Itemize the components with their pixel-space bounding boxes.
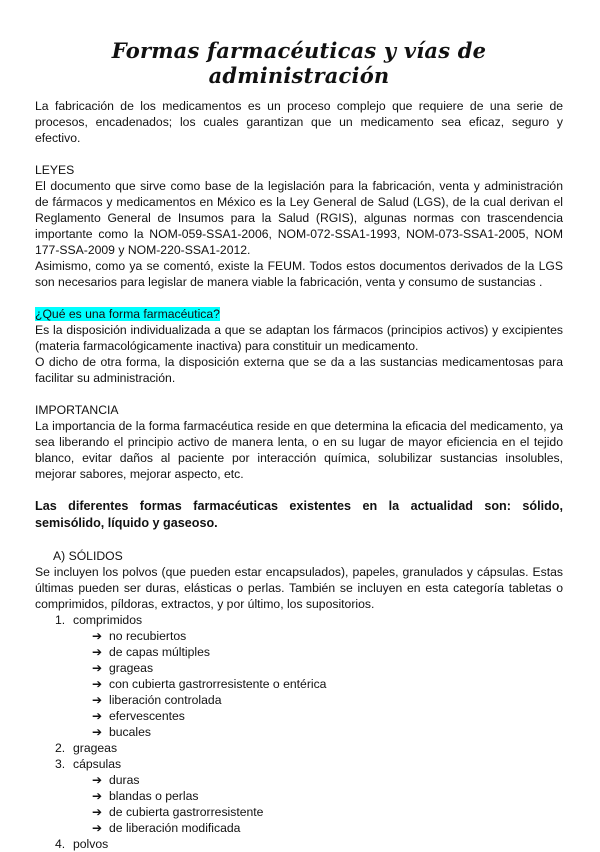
- leyes-heading: LEYES: [35, 163, 75, 177]
- sub-list-item: [35, 788, 563, 804]
- sub-list-item: [35, 692, 563, 708]
- importancia-paragraph: La importancia de la forma farmacéutica reside en que determina la eficacia del medicamento, ya sea liberando el principio activo de manera lenta, o en su lugar de mayor eficiencia en el tejido blanco, evitar daños al paciente por interacción química, solubilizar sustancias insolubles, mejorar sabores, mejorar aspecto, etc.: [35, 419, 563, 481]
- list-item-label: grageas: [73, 741, 118, 755]
- arrow-icon: ➔: [92, 661, 103, 675]
- intro-paragraph: La fabricación de los medicamentos es un proceso complejo que requiere de una serie de procesos, encadenados; los cuales garantizan que un medicamento sea eficaz, seguro y efectivo.: [35, 99, 563, 145]
- sub-list-item-label: de cubierta gastrorresistente: [109, 805, 264, 819]
- arrow-icon: ➔: [92, 805, 103, 819]
- arrow-icon: ➔: [92, 709, 103, 723]
- highlighted-question: ¿Qué es una forma farmacéutica?: [35, 307, 220, 321]
- list-item: [35, 740, 563, 756]
- sub-list-item: [35, 724, 563, 740]
- list-number: 1.: [55, 613, 66, 627]
- sub-list-item-label: liberación controlada: [109, 693, 222, 707]
- arrow-icon: ➔: [92, 693, 103, 707]
- bold-statement: Las diferentes formas farmacéuticas existentes en la actualidad son: sólido, semisólido, líquido y gaseoso.: [35, 499, 563, 530]
- list-item: [35, 836, 563, 852]
- list-item-label: polvos: [73, 837, 109, 851]
- importancia-heading: IMPORTANCIA: [35, 403, 119, 417]
- solidos-paragraph: Se incluyen los polvos (que pueden estar encapsulados), papeles, granulados y cápsulas. Estas últimas pueden ser duras, elásticas o perlas. También se incluyen en esta categoría tabletas o comprimidos, píldoras, extractos, y por último, los supositorios.: [35, 565, 563, 611]
- sub-list-item-label: duras: [109, 773, 140, 787]
- solidos-heading: A) SÓLIDOS: [53, 549, 123, 563]
- list-item-label: cápsulas: [73, 757, 122, 771]
- document-page: [35, 38, 563, 852]
- sub-list-item: [35, 644, 563, 660]
- leyes-paragraph-2: Asimismo, como ya se comentó, existe la FEUM. Todos estos documentos derivados de la LGS son necesarios para legislar de manera viable la fabricación, venta y consumo de sustancias .: [35, 259, 563, 289]
- sub-list-item: [35, 676, 563, 692]
- arrow-icon: ➔: [92, 645, 103, 659]
- sub-list-item-label: grageas: [109, 661, 154, 675]
- solidos-list: [35, 612, 563, 852]
- leyes-paragraph-1: El documento que sirve como base de la legislación para la fabricación, venta y administración de fármacos y medicamentos en México es la Ley General de Salud (LGS), de la cual derivan el Reglamento General de Insumos para la Salud (RGIS), algunas normas con trascendencia importante como la NOM-059-SSA1-2006, NOM-072-SSA1-1993, NOM-073-SSA1-2005, NOM 177-SSA-2009 y NOM-220-SSA1-2012.: [35, 179, 563, 257]
- arrow-icon: ➔: [92, 821, 103, 835]
- arrow-icon: ➔: [92, 789, 103, 803]
- arrow-icon: ➔: [92, 725, 103, 739]
- list-item: [35, 612, 563, 628]
- forma-question: [35, 306, 563, 322]
- sub-list-item: [35, 820, 563, 836]
- sub-list-item: [35, 772, 563, 788]
- sub-list-item: [35, 628, 563, 644]
- sub-list-item-label: blandas o perlas: [109, 789, 199, 803]
- list-number: 4.: [55, 837, 66, 851]
- sub-list-item: [35, 708, 563, 724]
- sub-list-item: [35, 660, 563, 676]
- list-number: 2.: [55, 741, 66, 755]
- sub-list-item-label: de liberación modificada: [109, 821, 241, 835]
- page-title: Formas farmacéuticas y vías de administración: [111, 38, 487, 88]
- forma-paragraph-1: Es la disposición individualizada a que se adaptan los fármacos (principios activos) y excipientes (materia farmacológicamente inactiva) para constituir un medicamento.: [35, 323, 563, 353]
- list-item: [35, 756, 563, 772]
- arrow-icon: ➔: [92, 629, 103, 643]
- forma-paragraph-2: O dicho de otra forma, la disposición externa que se da a las sustancias medicamentosas para facilitar su administración.: [35, 355, 563, 385]
- arrow-icon: ➔: [92, 677, 103, 691]
- arrow-icon: ➔: [92, 773, 103, 787]
- sub-list-item: [35, 804, 563, 820]
- list-item-label: comprimidos: [73, 613, 143, 627]
- sub-list-item-label: efervescentes: [109, 709, 185, 723]
- sub-list-item-label: con cubierta gastrorresistente o entérica: [109, 677, 327, 691]
- sub-list-item-label: bucales: [109, 725, 152, 739]
- sub-list-item-label: de capas múltiples: [109, 645, 210, 659]
- list-number: 3.: [55, 757, 66, 771]
- sub-list-item-label: no recubiertos: [109, 629, 187, 643]
